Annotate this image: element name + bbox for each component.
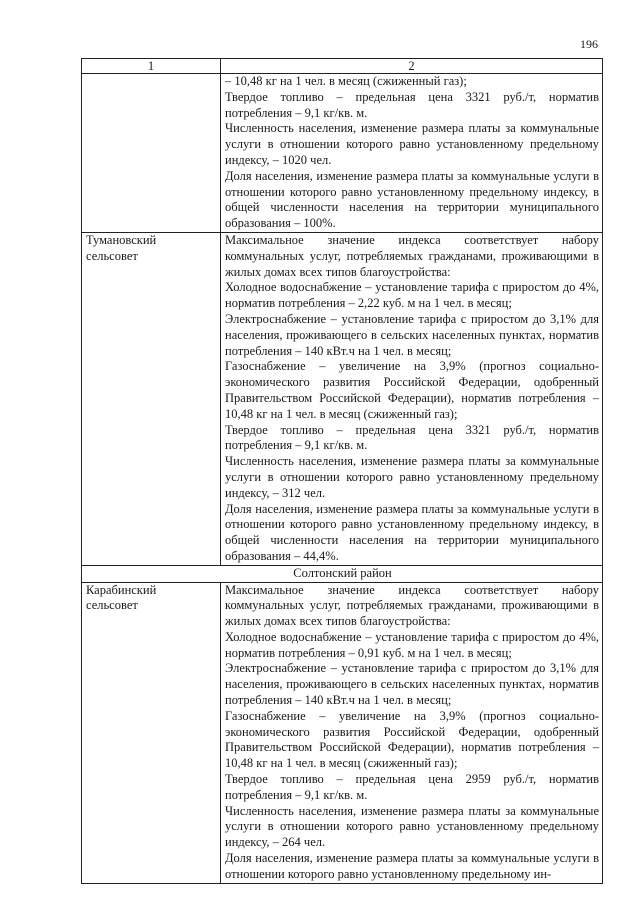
region-title: Солтонский район — [82, 565, 603, 582]
paragraph: – 10,48 кг на 1 чел. в месяц (сжиженный газ); — [225, 74, 467, 88]
column-header-1: 1 — [82, 59, 221, 74]
paragraph: Доля населения, изменение размера платы за коммунальные услуги в отношении которого равно установленному предельному ин- — [225, 851, 599, 881]
paragraph: Холодное водоснабжение – установление тарифа с приростом до 4%, норматив потребления – 2,22 куб. м на 1 чел. в месяц; — [225, 280, 599, 311]
municipality-cell — [82, 74, 221, 233]
paragraph: Доля населения, изменение размера платы за коммунальные услуги в отношении которого равно установленному предельному индексу, в общей численности населения на территории муниципального образования – 100%. — [225, 168, 599, 231]
paragraph: Максимальное значение индекса соответствует набору коммунальных услуг, потребляемых гражданами, проживающими в жилых домах всех типов благоустройства: — [225, 232, 599, 279]
paragraph: Твердое топливо – предельная цена 2959 руб./т, норматив потребления – 9,1 кг/кв. м. — [225, 772, 599, 802]
municipality-cell — [82, 232, 221, 565]
municipality-name-line: Карабинский — [86, 582, 157, 597]
municipality-name-line: Тумановский — [86, 232, 157, 247]
paragraph: Численность населения, изменение размера платы за коммунальные услуги в отношении которого равно установленному предельному индексу, – 1020 чел. — [225, 121, 599, 167]
paragraph: Газоснабжение – увеличение на 3,9% (прогноз социально-экономического развития Российской Федерации, одобренный Правительством Российской Федерации), норматив потребления – 10,48 кг на 1 чел. в месяц (сжиженный газ); — [225, 708, 599, 771]
municipality-name-line: сельсовет — [86, 248, 138, 263]
table-row — [82, 232, 603, 565]
paragraph: Электроснабжение – установление тарифа с приростом до 3,1% для населения, проживающего в сельских населенных пунктах, норматив потребления – 140 кВт.ч на 1 чел. в месяц; — [225, 661, 599, 708]
paragraph: Доля населения, изменение размера платы за коммунальные услуги в отношении которого равно установленному предельному индексу, в общей численности населения на территории муниципального образования – 44,4%. — [225, 501, 599, 563]
paragraph: Численность населения, изменение размера платы за коммунальные услуги в отношении которого равно установленному предельному индексу, – 264 чел. — [225, 803, 599, 850]
table-row — [82, 582, 603, 883]
paragraph: Холодное водоснабжение – установление тарифа с приростом до 4%, норматив потребления – 0,91 куб. м на 1 чел. в месяц; — [225, 629, 599, 660]
data-table — [81, 58, 603, 884]
description-cell — [221, 74, 603, 233]
paragraph: Твердое топливо – предельная цена 3321 руб./т, норматив потребления – 9,1 кг/кв. м. — [225, 422, 599, 453]
header-row — [82, 59, 603, 74]
paragraph: Численность населения, изменение размера платы за коммунальные услуги в отношении которого равно установленному предельному индексу, – 312 чел. — [225, 454, 599, 500]
municipality-cell — [82, 582, 221, 883]
column-header-2: 2 — [221, 59, 603, 74]
paragraph: Электроснабжение – установление тарифа с приростом до 3,1% для населения, проживающего в сельских населенных пунктах, норматив потребления – 140 кВт.ч на 1 чел. в месяц; — [225, 311, 599, 358]
description-cell — [221, 582, 603, 883]
paragraph: Максимальное значение индекса соответствует набору коммунальных услуг, потребляемых гражданами, проживающими в жилых домах всех типов благоустройства: — [225, 582, 599, 629]
municipality-name-line: сельсовет — [86, 598, 138, 613]
paragraph: Газоснабжение – увеличение на 3,9% (прогноз социально-экономического развития Российской Федерации, одобренный Правительством Российской Федерации), норматив потребления – 10,48 кг на 1 чел. в месяц (сжиженный газ); — [225, 359, 599, 421]
paragraph: Твердое топливо – предельная цена 3321 руб./т, норматив потребления – 9,1 кг/кв. м. — [225, 89, 599, 120]
page-number: 196 — [580, 37, 598, 51]
region-header-row — [82, 565, 603, 582]
description-cell — [221, 232, 603, 565]
table-row — [82, 74, 603, 233]
